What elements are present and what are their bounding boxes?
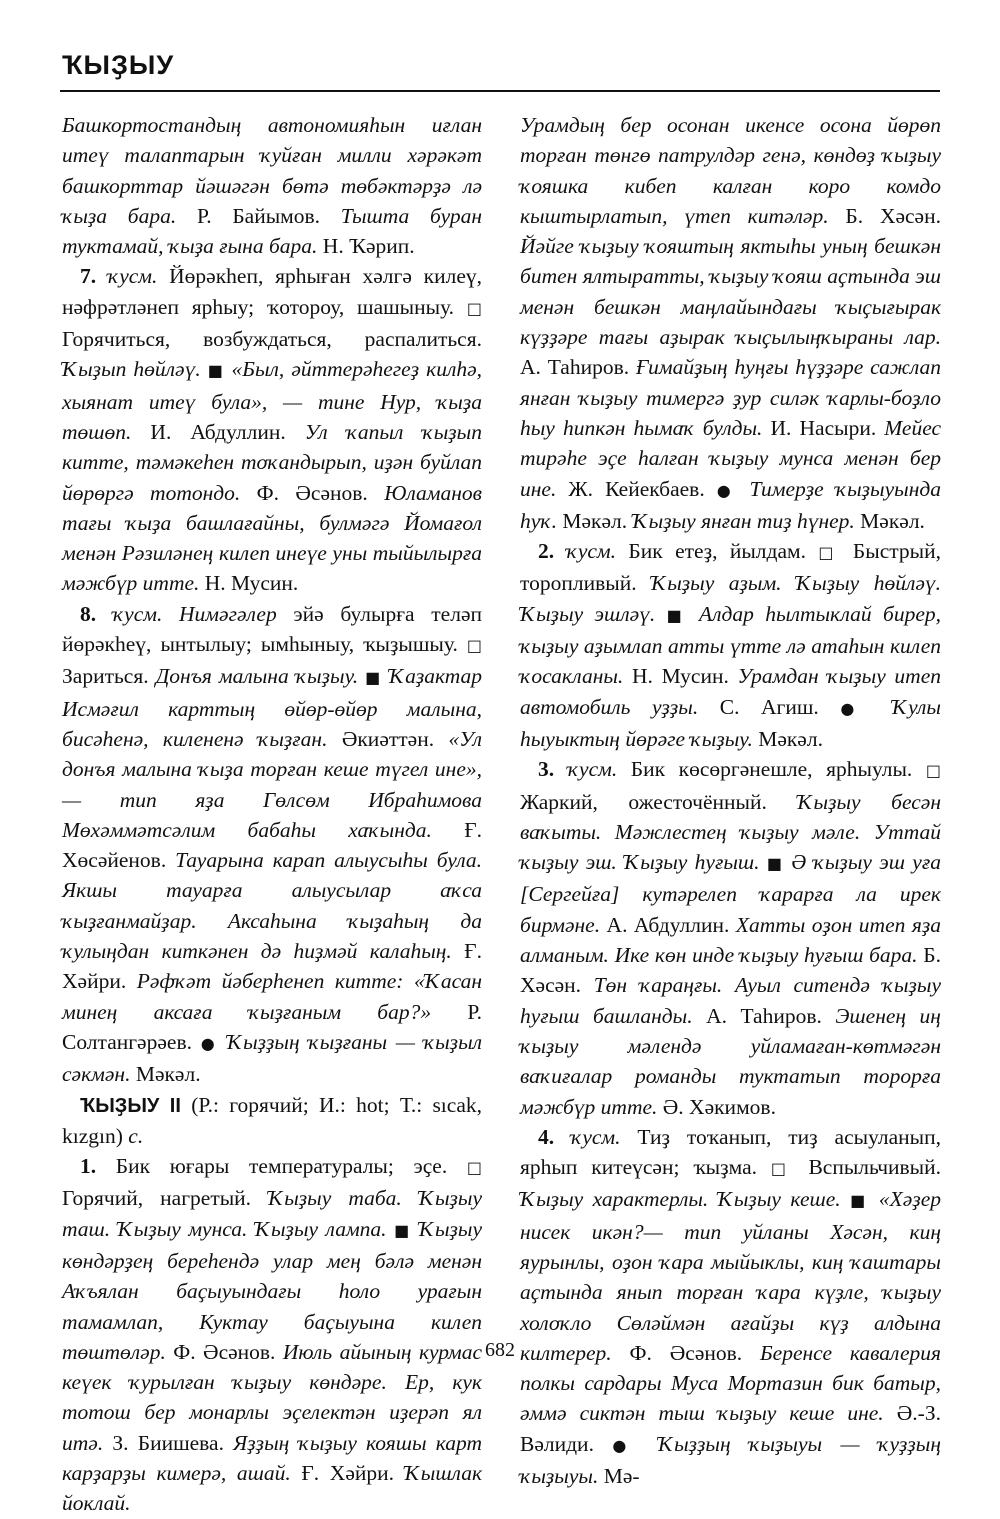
paragraph (62, 110, 482, 261)
text-run: Мәкәл. (130, 1062, 201, 1087)
text-run: Тиҙ тоҡанып, тиҙ асыуланып, ярһып китеүсән; ҡыҙма. (520, 1124, 941, 1180)
italic-run: Тышта буран туктамай, ҡыҙа ғына бара. (62, 203, 482, 259)
italic-run: с. (128, 1123, 144, 1148)
italic-run: Тауарына карап алыусыһы була. Якшы тауарға алыусылар аҡса ҡыҙғанмайҙар. Аксаһына ҡыҙаһың да ҡулыңдан киткәнен дә һиҙмәй калаһың. (62, 848, 482, 964)
italic-run: Ҡыҙып һөйләү. (62, 357, 201, 382)
text-run: Ф. Әсәнов. (240, 480, 385, 505)
text-run: (Р.: горячий; И.: hot; Т.: sıcak, kızgın) (62, 1092, 482, 1148)
right-column (520, 110, 941, 1491)
italic-run: Тимерҙе ҡыҙыуында һуҡ. (520, 476, 941, 533)
italic-run: Ҡыҙҙың ҡыҙғаны — ҡыҙыл сәкмән. (62, 1029, 483, 1087)
marker-symbol: □ (466, 1158, 482, 1178)
text-run: Зариться. (62, 664, 156, 689)
italic-run: Төн ҡараңғы. Ауыл ситендә ҡыҙыу һуғыш башланды. (520, 973, 942, 1028)
marker-symbol: □ (818, 543, 841, 563)
marker-symbol: □ (466, 636, 482, 656)
italic-run: Ул ҡапыл ҡыҙып китте, тәмәкеһен тоҡандырып, иҙән буйлап йөрөргә тотондо. (62, 419, 482, 505)
text-run: С. Агиш. (698, 694, 841, 719)
sense-number: 2. (538, 539, 555, 564)
text-run: Р. Солтангәрәев. (62, 999, 482, 1054)
italic-run: Ҡыҙыу таба. Ҡыҙыу таш. Ҡыҙыу мунса. Ҡыҙыу лампа. (62, 1186, 483, 1241)
sense-number: 3. (538, 757, 555, 782)
text-run: Мәкәл. (854, 508, 925, 533)
italic-run: ҡусм. (554, 1124, 621, 1149)
text-run (841, 1187, 851, 1211)
text-run: Ж. Кейекбаев. (556, 476, 717, 501)
headword: ҠЫҘЫУ II (80, 1094, 181, 1117)
text-run: эйә булырға теләп йөрәкһеү, ынтылыу; ымһыныу, ҡыҙышыу. (62, 601, 483, 657)
text-run: Р. Байымов. (176, 203, 341, 228)
text-run: Мә- (598, 1464, 640, 1489)
italic-run: Ғимайҙың һуңғы һүҙҙәре сажлап янған ҡыҙыу тимергә ҙур силәк ҡарлы-боҙло һыу һипкән һымаҡ булды. (520, 355, 941, 440)
text-run: Йөрәкһеп, ярһыған хәлгә килеү, нәфрәтләнеп ярһыу; ҡотороу, шашыныу. (62, 264, 482, 319)
italic-run: Ҡаҙактар Исмәғил карттың өйөр-өйөр малына, бисәһенә, килененә ҡыҙған. (62, 664, 483, 751)
marker-symbol: ■ (394, 1220, 412, 1240)
text-run (387, 1217, 395, 1241)
text-run: Бик етеҙ, йылдам. (616, 539, 819, 564)
italic-run: ҡусм. (96, 264, 158, 289)
italic-run: Юламанов тағы ҡыҙа башлағайны, булмәгә Йомағол менән Рәзиләнең килеп инеүе уны тыйылырға мәжбүр итте. (62, 480, 482, 596)
italic-run: Ҡышлак йоклай. (62, 1461, 483, 1516)
sense-number: 8. (80, 601, 97, 626)
italic-run: «Ул донъя малына ҡыҙа торған кеше түгел ине», — тип яҙа Гөлсөм Ибраһимова Мөхәммәтсәлим бабаһы хаҡында. (62, 726, 482, 842)
marker-symbol: ● (200, 1033, 219, 1053)
text-run: Мәкәл. (752, 726, 823, 751)
italic-run: ҡусм. (554, 757, 618, 782)
italic-run: Мейес тирәһе эҫе һалған ҡыҙыу мунса менән бер ине. (520, 415, 941, 501)
text-run: Ә. Хәкимов. (657, 1094, 776, 1119)
italic-run: Ә ҡыҙыу эш уға [Сергейға] кутәрелеп ҡарарға ла ирек бирмәне. (520, 850, 941, 937)
text-run: Ғ. Хәйри. (62, 939, 482, 994)
page-number: 682 (485, 1339, 515, 1361)
paragraph (520, 1122, 941, 1492)
italic-run: Ҡыҙыу көндәрҙең береһендә улар мең бәлә менән Аҡъялан баҫыуындағы һоло урағын тамамлап, Куктау баҫыуына килеп төштөләр. (62, 1216, 483, 1364)
italic-run: Йәйге ҡыҙыу ҡояштың яктыһы уның бешкән битен ялтыратты, ҡыҙыу ҡояш аҫтында эш менән бешкән маңлайындағы ҡыҫығырак күҙҙәре тағы аҙырак ҡыҫылыңҡыраны лар. (520, 234, 941, 350)
text-run (201, 357, 208, 381)
italic-run: Ҡыҙыу бесән ваҡыты. Мәжлестең ҡыҙыу мәле. Уттай ҡыҙыу эш. Ҡыҙыу һуғыш. (520, 789, 941, 875)
marker-symbol: □ (466, 298, 482, 318)
italic-run: Хатты оҙон итеп яҙа алманым. Ике көн инде ҡыҙыу һуғыш бара. (520, 912, 941, 968)
text-run: Ф. Әсәнов. (165, 1339, 283, 1364)
italic-run: Урамдан ҡыҙыу итеп автомобиль уҙҙы. (520, 664, 941, 719)
italic-run: Ҡыҙыу аҙым. Ҡыҙыу һөйләү. Ҡыҙыу эшләү. (520, 571, 941, 626)
paragraph (62, 261, 482, 598)
text-run: Н. Мусин. (623, 664, 738, 689)
marker-symbol: ● (612, 1435, 640, 1455)
text-run: Мәкәл. (557, 508, 633, 533)
text-run: Бик юғары температуралы; эҫе. (96, 1154, 467, 1179)
text-run: И. Насыри. (762, 415, 885, 440)
italic-run: «Был, әйттерәһегеҙ килһә, хыянат итеү була», — тине Нур, ҡыҙа төшөп. (62, 357, 482, 444)
paragraph (62, 1090, 482, 1152)
italic-run: Рәфҡәт йәберһенеп китте: «Ҡасан минең аксаға ҡыҙғаным бар?» (62, 969, 482, 1024)
paragraph (520, 754, 941, 1122)
text-run: Жаркий, ожесточённый. (520, 789, 798, 814)
italic-run: «Хәҙер нисек икән?— тип уйланы Хәсән, киң яурынлы, оҙон ҡара мыйыклы, киң ҡаштары аҫтында янып торған ҡара күҙле, ҡыҙыу холоҡло Сөләймән ағайҙы күҙ алдына килтерер. (520, 1187, 941, 1365)
marker-symbol: ■ (850, 1191, 870, 1211)
marker-symbol: □ (770, 1159, 795, 1179)
italic-run: Ҡыҙҙың ҡыҙыуы — ҡуҙҙың ҡыҙыуы. (520, 1431, 941, 1489)
italic-run: Яҙҙың ҡыҙыу кояшы карт карҙарҙы кимерә, ашай. (62, 1430, 482, 1486)
text-run: Горячиться, возбуждаться, распалиться. (62, 327, 482, 352)
text-run: З. Биишева. (103, 1430, 234, 1455)
marker-symbol: ■ (766, 854, 784, 874)
marker-symbol: ● (716, 480, 738, 500)
sense-number: 1. (80, 1154, 97, 1179)
text-run: Ғ. Хөсәйенов. (62, 817, 482, 873)
italic-run: ҡусм. (554, 539, 617, 564)
italic-run: Ҡыҙыу янған тиҙ һүнер. (632, 508, 855, 533)
text-run: А. Таһиров. (692, 1003, 836, 1028)
italic-run: Башкортостандың автономияһын иғлан итеү талаптарын ҡуйған милли хәрәкәт башкорттар йәшәгән бөтә төбәктәрҙә лә ҡыҙа бара. (62, 113, 482, 228)
text-run: И. Абдуллин. (131, 419, 305, 444)
marker-symbol: ■ (207, 361, 225, 381)
text-run: Н. Мусин. (199, 571, 299, 596)
text-run: Б. Хәсән. (520, 943, 941, 998)
text-run: Ғ. Хәйри. (290, 1461, 405, 1486)
text-run: Б. Хәсән. (828, 203, 941, 228)
italic-run: Эшенең иң ҡыҙыу мәлендә уйламаған-көтмәгән ваҡиғалар романды туктатып торорға мәжбүр итте. (520, 1003, 941, 1119)
text-run: Ф. Әсәнов. (611, 1340, 760, 1365)
left-column (62, 110, 482, 1519)
text-run: Н. Ҡәрип. (317, 234, 415, 259)
paragraph (62, 1151, 482, 1519)
text-run: Әкиәттән. (327, 726, 449, 751)
text-run: А. Таһиров. (520, 355, 636, 380)
text-run: Ә.-З. Вәлиди. (520, 1401, 941, 1456)
marker-symbol: □ (925, 761, 941, 781)
italic-run: Урамдың бер осонан икенсе осона йөрөп торған төнгө патрулдәр генә, көндөҙ ҡыҙыу ҡояшка кибеп калған коро комдо кыштырлатып, үтеп китәләр. (520, 113, 941, 228)
paragraph (62, 599, 482, 1090)
text-run: Горячий, нагретый. (62, 1186, 269, 1211)
sense-number: 4. (538, 1124, 555, 1149)
marker-symbol: ● (840, 698, 871, 718)
marker-symbol: ■ (666, 605, 688, 625)
italic-run: ҡусм. Нимәгәлер (96, 601, 277, 626)
italic-run: Донъя малына ҡыҙыу. (155, 664, 359, 689)
italic-run: Беренсе кавалерия полкы сардары Муса Мортазин бик батыр, әммә сиктән тыш ҡыҙыу кеше ине. (520, 1340, 941, 1426)
text-run (655, 602, 666, 626)
marker-symbol: ■ (365, 668, 382, 688)
italic-run: Ҡулы һыуыктың йөрәге ҡыҙыу. (520, 694, 941, 751)
text-run: Быстрый, торопливый. (520, 539, 941, 596)
paragraph (520, 110, 941, 536)
sense-number: 7. (80, 264, 97, 289)
running-head: ҠЫҘЫУ (62, 50, 175, 80)
text-run: А. Абдуллин. (600, 912, 736, 937)
italic-run: Июль айының курмас кеүек ҡурылған ҡыҙыу көндәре. Ер, кук тотош бер монарлы эҫелектән иҙерәп ял итә. (62, 1339, 482, 1455)
italic-run: Алдар һылтыклай бирер, ҡыҙыу аҙымлап атты үтте лә атаһын килеп ҡосакланы. (520, 601, 941, 689)
header-rule (60, 90, 940, 92)
italic-run: Ҡыҙыу характерлы. Ҡыҙыу кеше. (520, 1187, 841, 1212)
text-run: Бик көсөргәнешле, ярһыулы. (617, 757, 926, 782)
text-run (760, 850, 767, 874)
text-run: Вспыльчивый. (794, 1155, 941, 1180)
paragraph (520, 536, 941, 754)
